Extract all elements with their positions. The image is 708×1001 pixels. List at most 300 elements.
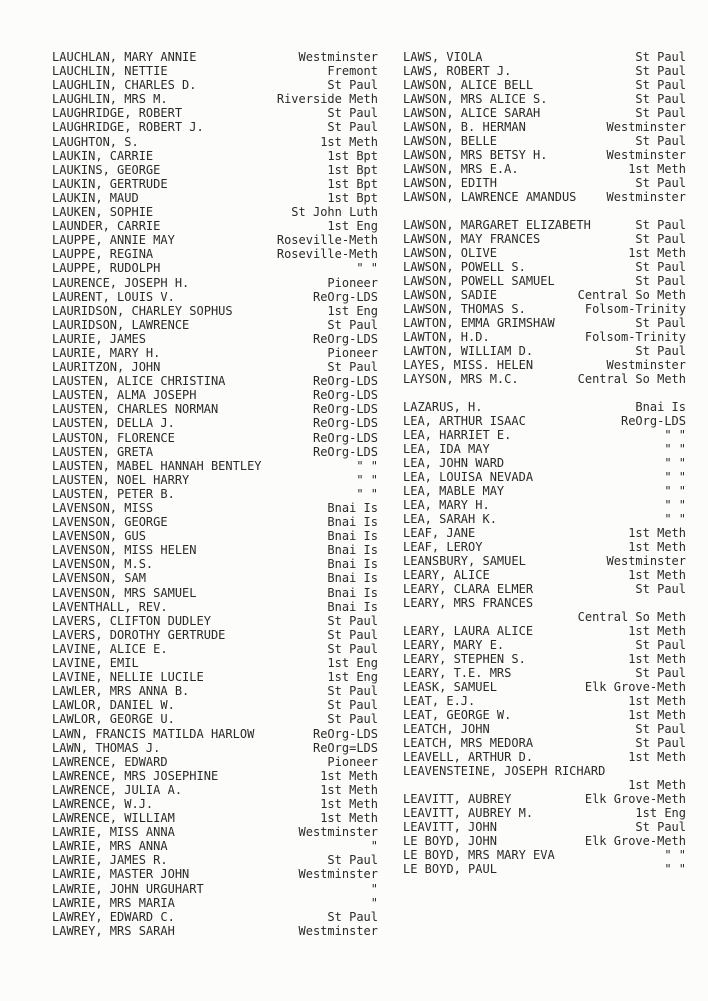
member-name: LAVENSON, MISS: [52, 501, 154, 515]
directory-entry: [403, 694, 686, 708]
member-name: LEA, IDA MAY: [403, 442, 490, 456]
church-name: St Paul: [327, 698, 378, 713]
member-name: LAWRIE, MRS ANNA: [52, 839, 168, 854]
directory-entry: [52, 741, 378, 755]
church-name: 1st Eng: [327, 656, 378, 671]
right-column: [403, 50, 686, 876]
directory-entry: [52, 247, 378, 261]
directory-entry: [403, 680, 686, 694]
church-name: St Paul: [327, 78, 378, 93]
directory-entry: [52, 360, 378, 374]
directory-entry: [52, 910, 378, 924]
directory-entry: [403, 498, 686, 512]
member-name: LAVENSON, SAM: [52, 571, 146, 586]
member-name: LAWRIE, JOHN URGUHART: [52, 881, 204, 896]
church-name: " ": [664, 456, 686, 470]
church-name: Elk Grove-Meth: [584, 792, 686, 806]
member-name: LAURITZON, JOHN: [52, 360, 161, 375]
church-name: St Paul: [635, 176, 686, 190]
church-name: ReOrg-LDS: [312, 444, 378, 459]
church-name: 1st Meth: [320, 768, 378, 783]
directory-entry: [52, 78, 378, 92]
directory-entry: [403, 568, 686, 582]
member-name: LAUPPE, ANNIE MAY: [52, 233, 175, 248]
church-name: 1st Bpt: [327, 162, 378, 177]
member-name: LAWSON, LAWRENCE AMANDUS: [403, 190, 577, 204]
member-name: LAVINE, ALICE E.: [52, 641, 168, 656]
member-name: LAVENSON, MRS SAMUEL: [52, 585, 197, 600]
directory-entry: [403, 78, 686, 92]
directory-entry: [403, 708, 686, 722]
member-name: LAVINE, NELLIE LUCILE: [52, 670, 204, 685]
directory-entry: [52, 769, 378, 783]
member-name: LAUKINS, GEORGE: [52, 162, 161, 177]
directory-entry: [403, 358, 686, 372]
church-name: Bnai Is: [327, 557, 378, 572]
church-name: St Paul: [327, 613, 378, 628]
directory-entry: [52, 529, 378, 543]
directory-entry: [403, 596, 686, 610]
church-name: " ": [356, 458, 378, 473]
directory-entry: [52, 163, 378, 177]
member-name: LAUKIN, CARRIE: [52, 148, 154, 163]
church-name: 1st Bpt: [327, 148, 378, 163]
directory-entry: [52, 896, 378, 910]
directory-entry: [52, 304, 378, 318]
member-name: LAWSON, POWELL S.: [403, 260, 526, 274]
church-name: ReOrg-LDS: [312, 416, 378, 431]
member-name: LAWSON, OLIVE: [403, 246, 497, 260]
member-name: LEATCH, JOHN: [403, 722, 490, 736]
directory-entry: [52, 712, 378, 726]
church-name: Roseville-Meth: [276, 233, 378, 248]
directory-entry: [52, 346, 378, 360]
church-name: St Paul: [327, 120, 378, 135]
member-name: LAURIDSON, CHARLEY SOPHUS: [52, 303, 233, 318]
directory-entry: [403, 372, 686, 386]
church-name: St Paul: [635, 638, 686, 652]
church-name: " ": [664, 470, 686, 484]
church-name: St Paul: [635, 722, 686, 736]
directory-entry: [403, 834, 686, 848]
church-name: " ": [664, 484, 686, 498]
directory-entry: [52, 557, 378, 571]
church-name: ": [370, 881, 378, 896]
church-name: St Paul: [635, 316, 686, 330]
member-name: LAZARUS, H.: [403, 400, 483, 414]
church-name: St Paul: [327, 360, 378, 375]
church-name: St Paul: [327, 317, 378, 332]
directory-entry: [403, 64, 686, 78]
church-name: " ": [356, 472, 378, 487]
directory-entry: [403, 176, 686, 190]
member-name: LAURIE, JAMES: [52, 331, 146, 346]
member-name: LEAT, GEORGE W.: [403, 708, 512, 722]
member-name: LAWSON, MAY FRANCES: [403, 232, 541, 246]
church-name: 1st Eng: [327, 219, 378, 234]
member-name: LAUCHLAN, MARY ANNIE: [52, 50, 197, 64]
member-name: LAVENSON, GUS: [52, 529, 146, 544]
member-name: LAUSTEN, CHARLES NORMAN: [52, 402, 219, 417]
church-name: St Paul: [327, 641, 378, 656]
church-name: St Paul: [635, 736, 686, 750]
church-name: " ": [356, 261, 378, 276]
church-name: " ": [664, 428, 686, 442]
church-name: St Paul: [635, 232, 686, 246]
church-name: ReOrg-LDS: [312, 331, 378, 346]
member-name: LAUSTEN, ALICE CHRISTINA: [52, 374, 226, 389]
directory-entry: [403, 148, 686, 162]
directory-entry: [52, 459, 378, 473]
directory-entry: [52, 276, 378, 290]
directory-entry: [403, 792, 686, 806]
directory-entry: [52, 853, 378, 867]
directory-entry: [403, 750, 686, 764]
church-name: 1st Eng: [635, 806, 686, 820]
directory-entry: [403, 92, 686, 106]
church-name: Bnai Is: [635, 400, 686, 414]
member-name: LAUSTEN, PETER B.: [52, 486, 175, 501]
church-name: Westminster: [606, 358, 686, 372]
directory-entry: [52, 839, 378, 853]
directory-entry: [403, 302, 686, 316]
directory-entry: [403, 400, 686, 414]
church-name: Central So Meth: [577, 288, 686, 302]
church-name: St Paul: [327, 684, 378, 699]
church-name: ": [370, 895, 378, 910]
member-name: LAWRENCE, WILLIAM: [52, 811, 175, 826]
directory-entry: [403, 190, 686, 204]
directory-entry: [52, 867, 378, 881]
member-name: LAWSON, B. HERMAN: [403, 120, 526, 134]
church-name: 1st Meth: [628, 750, 686, 764]
directory-entry: [403, 260, 686, 274]
church-name: St Paul: [635, 92, 686, 106]
church-name: St Paul: [635, 344, 686, 358]
member-name: LAYSON, MRS M.C.: [403, 372, 519, 386]
church-name: Bnai Is: [327, 585, 378, 600]
member-name: LEA, LOUISA NEVADA: [403, 470, 534, 484]
directory-entry: [403, 414, 686, 428]
church-name: ReOrg-LDS: [312, 726, 378, 741]
church-name: St Paul: [327, 909, 378, 924]
directory-entry: [403, 722, 686, 736]
church-name: Riverside Meth: [276, 92, 378, 107]
directory-entry: [52, 261, 378, 275]
directory-entry: [52, 600, 378, 614]
church-name: Pioneer: [327, 754, 378, 769]
church-name: Bnai Is: [327, 543, 378, 558]
directory-entry: [52, 825, 378, 839]
church-name: St Paul: [635, 260, 686, 274]
church-name: " ": [664, 848, 686, 862]
member-name: LEASK, SAMUEL: [403, 680, 497, 694]
church-name: 1st Meth: [628, 526, 686, 540]
church-name: " ": [664, 862, 686, 876]
church-name: Central So Meth: [577, 372, 686, 386]
member-name: LAUKIN, MAUD: [52, 190, 139, 205]
member-name: LAUPPE, REGINA: [52, 247, 154, 262]
directory-entry: [403, 134, 686, 148]
member-name: LAWSON, MRS BETSY H.: [403, 148, 548, 162]
church-name: ": [370, 839, 378, 854]
member-name: LAWLOR, DANIEL W.: [52, 698, 175, 713]
church-name: Roseville-Meth: [276, 247, 378, 262]
member-name: LEA, MABLE MAY: [403, 484, 505, 498]
church-name: Folsom-Trinity: [584, 330, 686, 344]
church-name: 1st Meth: [320, 811, 378, 826]
member-name: LEARY, ALICE: [403, 568, 490, 582]
church-name: 1st Bpt: [327, 176, 378, 191]
directory-entry: [52, 318, 378, 332]
directory-entry: [52, 64, 378, 78]
directory-entry: [403, 624, 686, 638]
directory-entry: [52, 473, 378, 487]
directory-entry: [403, 666, 686, 680]
directory-entry: [403, 610, 686, 624]
directory-entry: [52, 811, 378, 825]
member-name: LAWSON, EDITH: [403, 176, 497, 190]
directory-entry: [52, 698, 378, 712]
church-name: ReOrg-LDS: [312, 430, 378, 445]
member-name: LEARY, STEPHEN S.: [403, 652, 526, 666]
member-name: LAVERS, DOROTHY GERTRUDE: [52, 627, 226, 642]
church-name: 1st Meth: [320, 134, 378, 149]
directory-entry: [52, 882, 378, 896]
member-name: LEAVITT, JOHN: [403, 820, 497, 834]
member-name: LEAVITT, AUBREY M.: [403, 806, 534, 820]
member-name: LAWSON, MARGARET ELIZABETH: [403, 218, 591, 232]
church-name: 1st Meth: [628, 624, 686, 638]
directory-entry: [52, 50, 378, 64]
left-column: [52, 50, 378, 938]
church-name: St Paul: [635, 134, 686, 148]
directory-entry: [52, 233, 378, 247]
member-name: LAVERS, CLIFTON DUDLEY: [52, 613, 211, 628]
church-name: Bnai Is: [327, 515, 378, 530]
directory-entry: [52, 431, 378, 445]
member-name: LAWSON, BELLE: [403, 134, 497, 148]
church-name: Westminster: [298, 825, 378, 840]
church-name: St Paul: [635, 218, 686, 232]
member-name: LEA, JOHN WARD: [403, 456, 505, 470]
directory-entry: [403, 162, 686, 176]
church-name: Pioneer: [327, 275, 378, 290]
church-name: St Paul: [635, 820, 686, 834]
directory-entry: [52, 586, 378, 600]
directory-entry: [403, 764, 686, 778]
directory-entry: [52, 374, 378, 388]
member-name: LAUGHTON, S.: [52, 134, 139, 149]
member-name: LAYES, MISS. HELEN: [403, 358, 534, 372]
directory-entry: [403, 806, 686, 820]
church-name: ReOrg-LDS: [312, 402, 378, 417]
member-name: LAWREY, MRS SARAH: [52, 923, 175, 938]
member-name: LAUGHLIN, MRS M.: [52, 92, 168, 107]
church-name: " ": [664, 512, 686, 526]
church-name: 1st Meth: [628, 694, 686, 708]
member-name: LEARY, MARY E.: [403, 638, 505, 652]
member-name: LAUNDER, CARRIE: [52, 219, 161, 234]
member-name: LEATCH, MRS MEDORA: [403, 736, 534, 750]
member-name: LAVINE, EMIL: [52, 656, 139, 671]
church-name: 1st Meth: [320, 782, 378, 797]
directory-entry: [403, 288, 686, 302]
directory-entry: [52, 332, 378, 346]
church-name: 1st Meth: [320, 796, 378, 811]
member-name: LAWN, THOMAS J.: [52, 740, 161, 755]
member-name: LE BOYD, JOHN: [403, 834, 497, 848]
directory-entry: [52, 290, 378, 304]
member-name: LAURIDSON, LAWRENCE: [52, 317, 190, 332]
member-name: LAWS, VIOLA: [403, 50, 483, 64]
member-name: LEAF, LEROY: [403, 540, 483, 554]
church-name: St John Luth: [291, 205, 378, 220]
directory-entry: [52, 797, 378, 811]
church-name: Westminster: [298, 50, 378, 64]
church-name: St Paul: [327, 627, 378, 642]
directory-entry: [403, 736, 686, 750]
directory-entry: [52, 445, 378, 459]
member-name: LEA, MARY H.: [403, 498, 490, 512]
member-name: LAWSON, MRS E.A.: [403, 162, 519, 176]
member-name: LAWRENCE, JULIA A.: [52, 782, 183, 797]
directory-entry: [52, 642, 378, 656]
church-name: St Paul: [635, 64, 686, 78]
church-name: St Paul: [635, 582, 686, 596]
member-name: LAURENCE, JOSEPH H.: [52, 275, 190, 290]
directory-entry: [52, 205, 378, 219]
member-name: LE BOYD, MRS MARY EVA: [403, 848, 555, 862]
church-name: " ": [664, 498, 686, 512]
church-name: 1st Eng: [327, 670, 378, 685]
directory-entry: [403, 456, 686, 470]
directory-entry: [52, 120, 378, 134]
directory-entry: [403, 652, 686, 666]
church-name: " ": [356, 486, 378, 501]
church-name: St Paul: [327, 106, 378, 121]
member-name: LAWS, ROBERT J.: [403, 64, 512, 78]
church-name: ReOrg=LDS: [312, 740, 378, 755]
member-name: LAWRENCE, W.J.: [52, 796, 154, 811]
member-name: LAWSON, POWELL SAMUEL: [403, 274, 555, 288]
member-name: LAWREY, EDWARD C.: [52, 909, 175, 924]
church-name: Westminster: [606, 190, 686, 204]
directory-entry: [403, 274, 686, 288]
member-name: LAUSTEN, DELLA J.: [52, 416, 175, 431]
directory-entry: [403, 344, 686, 358]
church-name: Fremont: [327, 64, 378, 79]
church-name: 1st Meth: [628, 652, 686, 666]
directory-entry: [403, 512, 686, 526]
directory-entry: [52, 571, 378, 585]
church-name: Westminster: [298, 923, 378, 938]
member-name: LAWRENCE, MRS JOSEPHINE: [52, 768, 219, 783]
church-name: Bnai Is: [327, 599, 378, 614]
member-name: LAWRIE, MISS ANNA: [52, 825, 175, 840]
directory-entry: [403, 218, 686, 232]
member-name: LAWLOR, GEORGE U.: [52, 712, 175, 727]
member-name: LAUGHRIDGE, ROBERT J.: [52, 120, 204, 135]
directory-entry: [403, 862, 686, 876]
church-name: ReOrg-LDS: [312, 289, 378, 304]
member-name: LAWTON, H.D.: [403, 330, 490, 344]
member-name: LAVENSON, M.S.: [52, 557, 154, 572]
church-name: Westminster: [606, 554, 686, 568]
directory-entry: [52, 402, 378, 416]
member-name: LEARY, MRS FRANCES: [403, 596, 534, 610]
church-name: St Paul: [635, 78, 686, 92]
directory-entry: [403, 778, 686, 792]
church-name: Westminster: [298, 867, 378, 882]
directory-entry: [52, 727, 378, 741]
church-name: St Paul: [635, 666, 686, 680]
member-name: LAUSTEN, GRETA: [52, 444, 154, 459]
church-name: 1st Meth: [628, 708, 686, 722]
directory-entry: [403, 428, 686, 442]
member-name: LEA, ARTHUR ISAAC: [403, 414, 526, 428]
directory-entry: [403, 442, 686, 456]
church-name: 1st Eng: [327, 303, 378, 318]
member-name: LEARY, T.E. MRS: [403, 666, 512, 680]
directory-entry: [52, 628, 378, 642]
church-name: Pioneer: [327, 345, 378, 360]
member-name: LAWLER, MRS ANNA B.: [52, 684, 190, 699]
directory-entry: [52, 656, 378, 670]
member-name: LAUKIN, GERTRUDE: [52, 176, 168, 191]
directory-entry: [403, 554, 686, 568]
directory-entry: [403, 582, 686, 596]
member-name: LEAT, E.J.: [403, 694, 476, 708]
member-name: LEAVITT, AUBREY: [403, 792, 512, 806]
directory-entry: [52, 388, 378, 402]
directory-entry: [403, 638, 686, 652]
church-name: Elk Grove-Meth: [584, 680, 686, 694]
member-name: LAVENSON, GEORGE: [52, 515, 168, 530]
member-name: LEA, HARRIET E.: [403, 428, 512, 442]
directory-entry: [403, 848, 686, 862]
directory-entry: [403, 820, 686, 834]
church-name: St Paul: [635, 274, 686, 288]
directory-entry: [403, 232, 686, 246]
member-name: LAUSTON, FLORENCE: [52, 430, 175, 445]
member-name: LEAVENSTEINE, JOSEPH RICHARD: [403, 764, 606, 778]
directory-entry: [52, 416, 378, 430]
church-name: 1st Meth: [628, 246, 686, 260]
directory-entry: [403, 540, 686, 554]
directory-entry: [52, 219, 378, 233]
member-name: LAWSON, THOMAS S.: [403, 302, 526, 316]
church-name: Bnai Is: [327, 571, 378, 586]
directory-entry: [52, 614, 378, 628]
church-name: 1st Meth: [628, 540, 686, 554]
directory-entry: [52, 543, 378, 557]
church-name: St Paul: [635, 106, 686, 120]
church-name: Bnai Is: [327, 501, 378, 515]
member-name: LAWSON, ALICE SARAH: [403, 106, 541, 120]
directory-entry: [403, 246, 686, 260]
church-name: Westminster: [606, 120, 686, 134]
member-name: LAWRIE, MRS MARIA: [52, 895, 175, 910]
member-name: LAVENSON, MISS HELEN: [52, 543, 197, 558]
member-name: LAWTON, EMMA GRIMSHAW: [403, 316, 555, 330]
member-name: LAWRIE, MASTER JOHN: [52, 867, 190, 882]
member-name: LAUKEN, SOPHIE: [52, 205, 154, 220]
member-name: LAUCHLIN, NETTIE: [52, 64, 168, 79]
member-name: LAWSON, MRS ALICE S.: [403, 92, 548, 106]
church-name: ReOrg-LDS: [620, 414, 686, 428]
member-name: LAVENTHALL, REV.: [52, 599, 168, 614]
